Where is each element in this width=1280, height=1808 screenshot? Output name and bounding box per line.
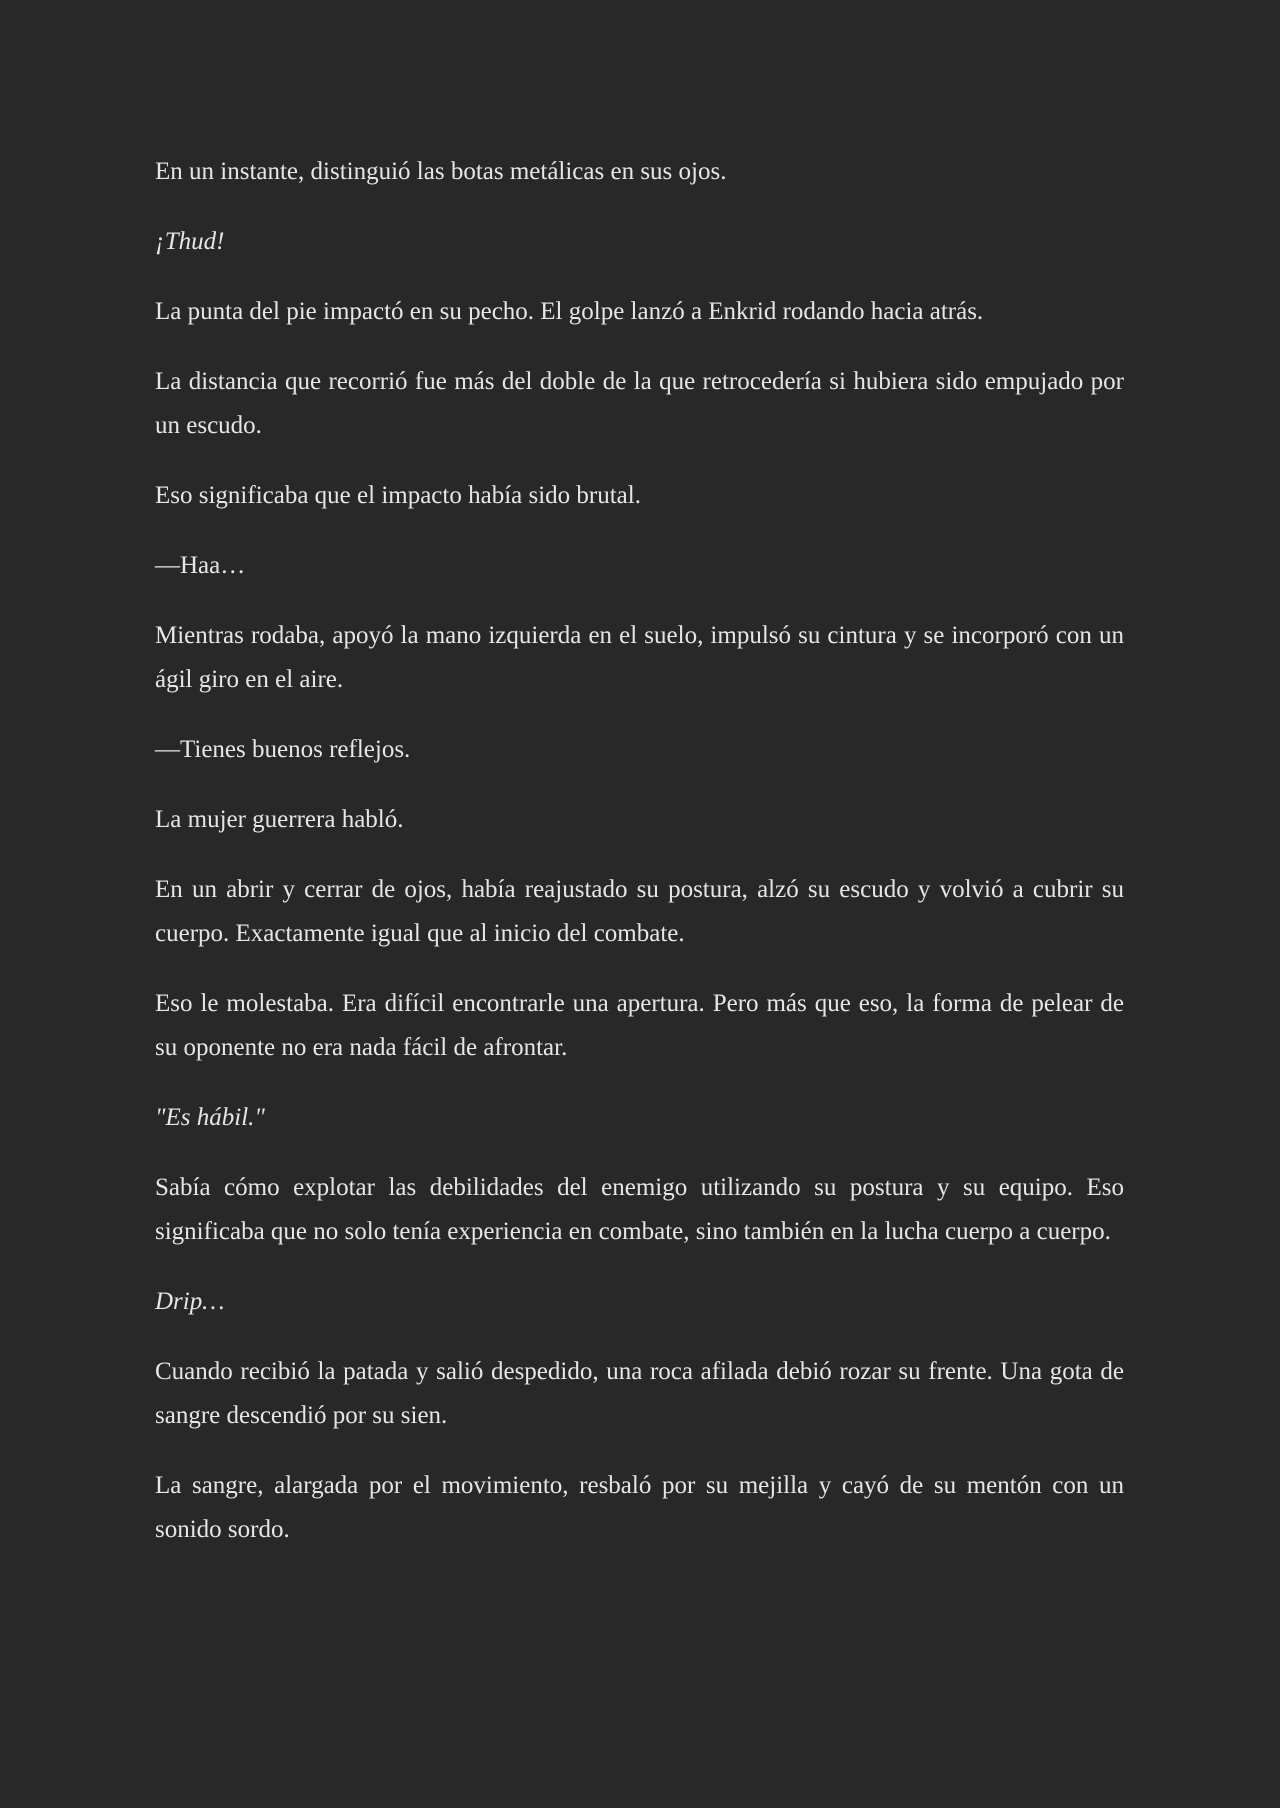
paragraph: La sangre, alargada por el movimiento, resbaló por su mejilla y cayó de su mentón con un sonido sordo. <box>155 1472 1124 1543</box>
paragraph: Sabía cómo explotar las debilidades del enemigo utilizando su postura y su equipo. Eso significaba que no solo tenía experiencia en combate, sino también en la lucha cuerpo a cuerpo. <box>155 1174 1124 1245</box>
inner-thought: "Es hábil." <box>155 1104 265 1131</box>
paragraph: La punta del pie impactó en su pecho. El golpe lanzó a Enkrid rodando hacia atrás. <box>155 298 984 325</box>
paragraph: Cuando recibió la patada y salió despedido, una roca afilada debió rozar su frente. Una gota de sangre descendió por su sien. <box>155 1358 1124 1429</box>
paragraph: Eso significaba que el impacto había sido brutal. <box>155 482 641 509</box>
dialogue-line: —Haa… <box>155 552 246 579</box>
sound-effect: ¡Thud! <box>155 228 225 255</box>
paragraph: Eso le molestaba. Era difícil encontrarle una apertura. Pero más que eso, la forma de pelear de su oponente no era nada fácil de afrontar. <box>155 990 1124 1061</box>
paragraph: En un abrir y cerrar de ojos, había reajustado su postura, alzó su escudo y volvió a cubrir su cuerpo. Exactamente igual que al inicio del combate. <box>155 876 1124 947</box>
paragraph: Mientras rodaba, apoyó la mano izquierda en el suelo, impulsó su cintura y se incorporó con un ágil giro en el aire. <box>155 622 1124 693</box>
paragraph: La distancia que recorrió fue más del doble de la que retrocedería si hubiera sido empujado por un escudo. <box>155 368 1124 439</box>
sound-effect: Drip… <box>155 1288 225 1315</box>
paragraph: En un instante, distinguió las botas metálicas en sus ojos. <box>155 158 727 185</box>
dialogue-line: —Tienes buenos reflejos. <box>155 736 411 763</box>
paragraph: La mujer guerrera habló. <box>155 806 404 833</box>
chapter-text <box>155 150 1124 1578</box>
